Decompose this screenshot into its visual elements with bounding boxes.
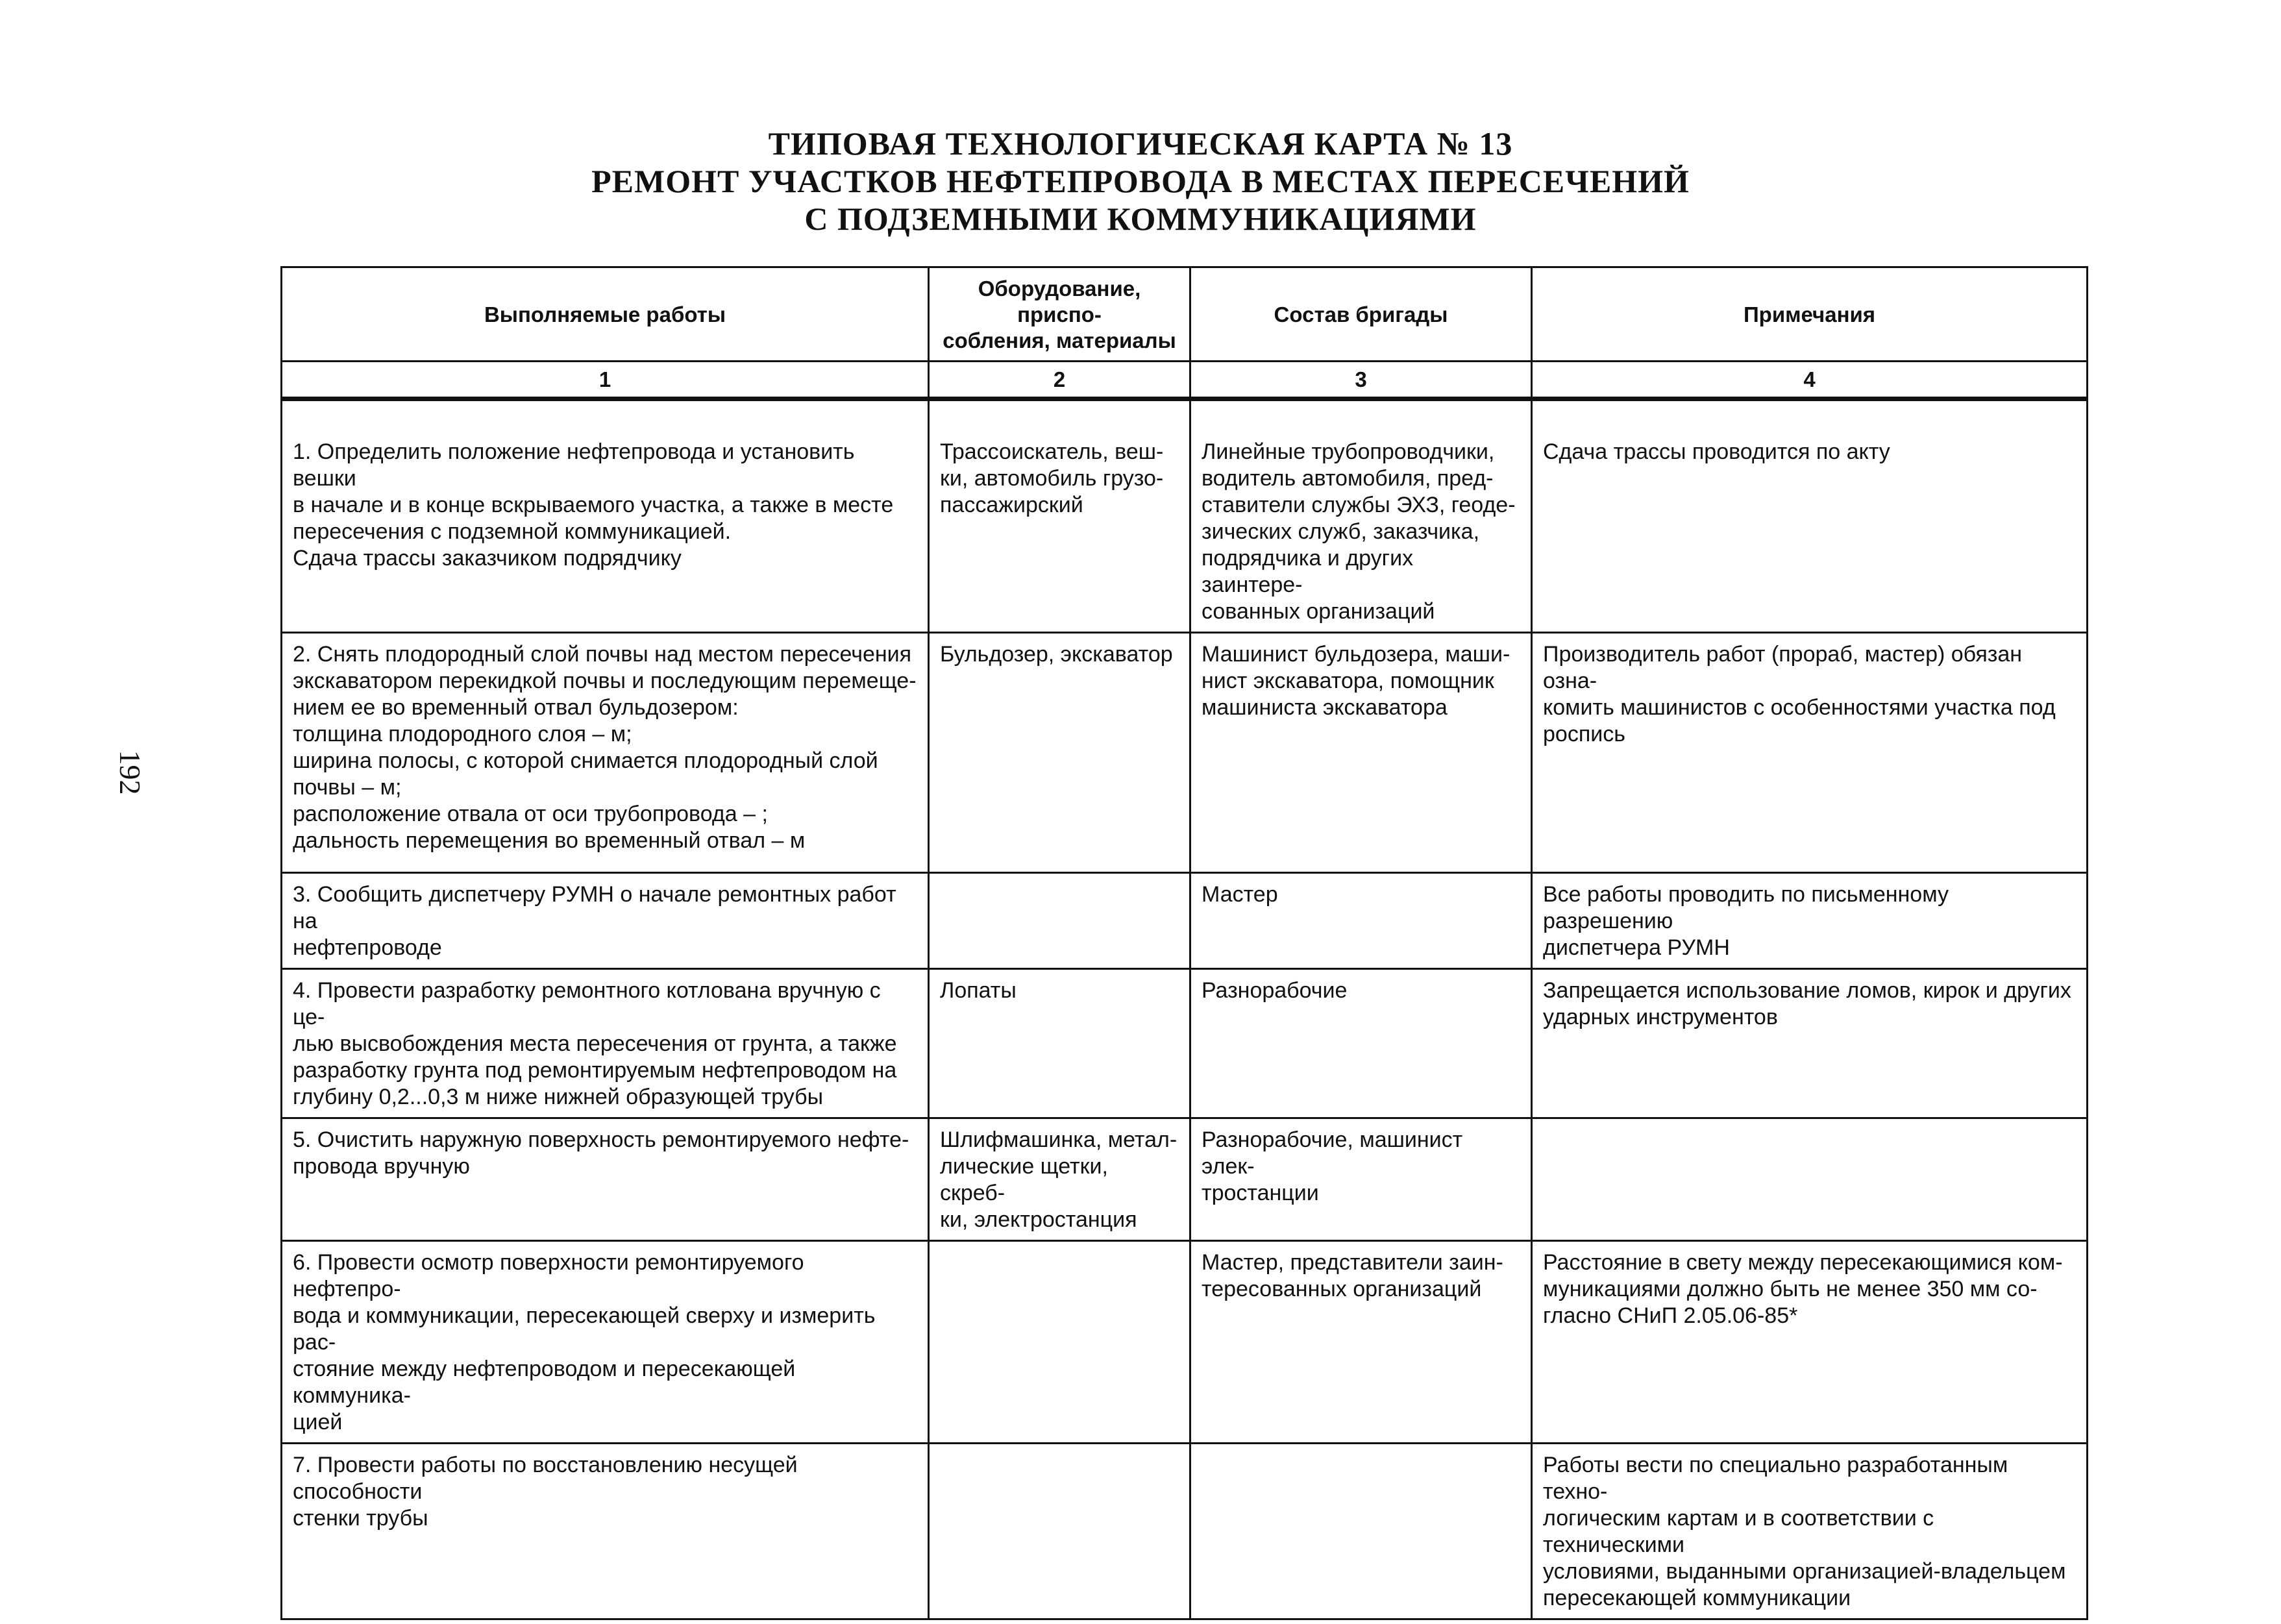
work-cell: 6. Провести осмотр поверхности ремонтируемого нефтепро- вода и коммуникации, пересекающей сверху и измерить рас- стояние между нефтепроводом и пересекающей коммуника- цией: [282, 1241, 929, 1444]
column-number-row: [282, 362, 2088, 399]
page-title: [0, 125, 2281, 238]
header-notes: Примечания: [1532, 267, 2088, 362]
equipment-cell: Лопаты: [929, 969, 1190, 1118]
header-equipment: Оборудование, приспо- собления, материалы: [929, 267, 1190, 362]
work-cell: 4. Провести разработку ремонтного котлована вручную с це- лью высвобождения места пересечения от грунта, а также разработку грунта под ремонтируемым нефтепроводом на глубину 0,2...0,3 м ниже нижней образующей трубы: [282, 969, 929, 1118]
header-work: Выполняемые работы: [282, 267, 929, 362]
table-row: [282, 1444, 2088, 1619]
table-row: [282, 1118, 2088, 1241]
column-number: 2: [929, 362, 1190, 399]
notes-cell: [1532, 1118, 2088, 1241]
title-line-1: ТИПОВАЯ ТЕХНОЛОГИЧЕСКАЯ КАРТА № 13: [768, 125, 1513, 162]
work-cell: 2. Снять плодородный слой почвы над местом пересечения экскаватором перекидкой почвы и последующим перемеще- нием ее во временный отвал бульдозером: толщина плодородного слоя – м; ширина полосы, с которой снимается плодородный слой почвы – м; расположение отвала от оси трубопровода – ; дальность перемещения во временный отвал – м: [282, 633, 929, 873]
work-cell: 7. Провести работы по восстановлению несущей способности стенки трубы: [282, 1444, 929, 1619]
crew-cell: Машинист бульдозера, маши- нист экскаватора, помощник машиниста экскаватора: [1190, 633, 1532, 873]
notes-cell: Расстояние в свету между пересекающимися ком- муникациями должно быть не менее 350 мм со- гласно СНиП 2.05.06-85*: [1532, 1241, 2088, 1444]
page-number: 192: [114, 750, 147, 795]
table-row: [282, 969, 2088, 1118]
column-number: 4: [1532, 362, 2088, 399]
equipment-cell: Шлифмашинка, метал- лические щетки, скреб- ки, электростанция: [929, 1118, 1190, 1241]
table-header-row: [282, 267, 2088, 362]
work-cell: 5. Очистить наружную поверхность ремонтируемого нефте- провода вручную: [282, 1118, 929, 1241]
equipment-cell: Трассоискатель, веш- ки, автомобиль грузо- пассажирский: [929, 399, 1190, 633]
table-row: [282, 633, 2088, 873]
technological-card-table: [280, 266, 2088, 1620]
notes-cell: Сдача трассы проводится по акту: [1532, 399, 2088, 633]
notes-cell: Работы вести по специально разработанным техно- логическим картам и в соответствии с техническими условиями, выданными организацией-владельцем пересекающей коммуникации: [1532, 1444, 2088, 1619]
crew-cell: Линейные трубопроводчики, водитель автомобиля, пред- ставители службы ЭХЗ, геоде- зических служб, заказчика, подрядчика и других заинтере- сованных организаций: [1190, 399, 1532, 633]
crew-cell: Разнорабочие, машинист элек- тростанции: [1190, 1118, 1532, 1241]
work-cell: 1. Определить положение нефтепровода и установить вешки в начале и в конце вскрываемого участка, а также в месте пересечения с подземной коммуникацией. Сдача трассы заказчиком подрядчику: [282, 399, 929, 633]
notes-cell: Все работы проводить по письменному разрешению диспетчера РУМН: [1532, 873, 2088, 969]
column-number: 1: [282, 362, 929, 399]
title-line-3: С ПОДЗЕМНЫМИ КОММУНИКАЦИЯМИ: [804, 201, 1477, 237]
equipment-cell: Бульдозер, экскаватор: [929, 633, 1190, 873]
header-crew: Состав бригады: [1190, 267, 1532, 362]
crew-cell: Разнорабочие: [1190, 969, 1532, 1118]
equipment-cell: [929, 873, 1190, 969]
title-line-2: РЕМОНТ УЧАСТКОВ НЕФТЕПРОВОДА В МЕСТАХ ПЕРЕСЕЧЕНИЙ: [591, 163, 1690, 199]
work-cell: 3. Сообщить диспетчеру РУМН о начале ремонтных работ на нефтепроводе: [282, 873, 929, 969]
crew-cell: Мастер, представители заин- тересованных организаций: [1190, 1241, 1532, 1444]
table-row: [282, 1241, 2088, 1444]
table-row: [282, 399, 2088, 633]
equipment-cell: [929, 1444, 1190, 1619]
crew-cell: Мастер: [1190, 873, 1532, 969]
notes-cell: Запрещается использование ломов, кирок и других ударных инструментов: [1532, 969, 2088, 1118]
table-row: [282, 873, 2088, 969]
notes-cell: Производитель работ (прораб, мастер) обязан озна- комить машинистов с особенностями участка под роспись: [1532, 633, 2088, 873]
crew-cell: [1190, 1444, 1532, 1619]
equipment-cell: [929, 1241, 1190, 1444]
column-number: 3: [1190, 362, 1532, 399]
